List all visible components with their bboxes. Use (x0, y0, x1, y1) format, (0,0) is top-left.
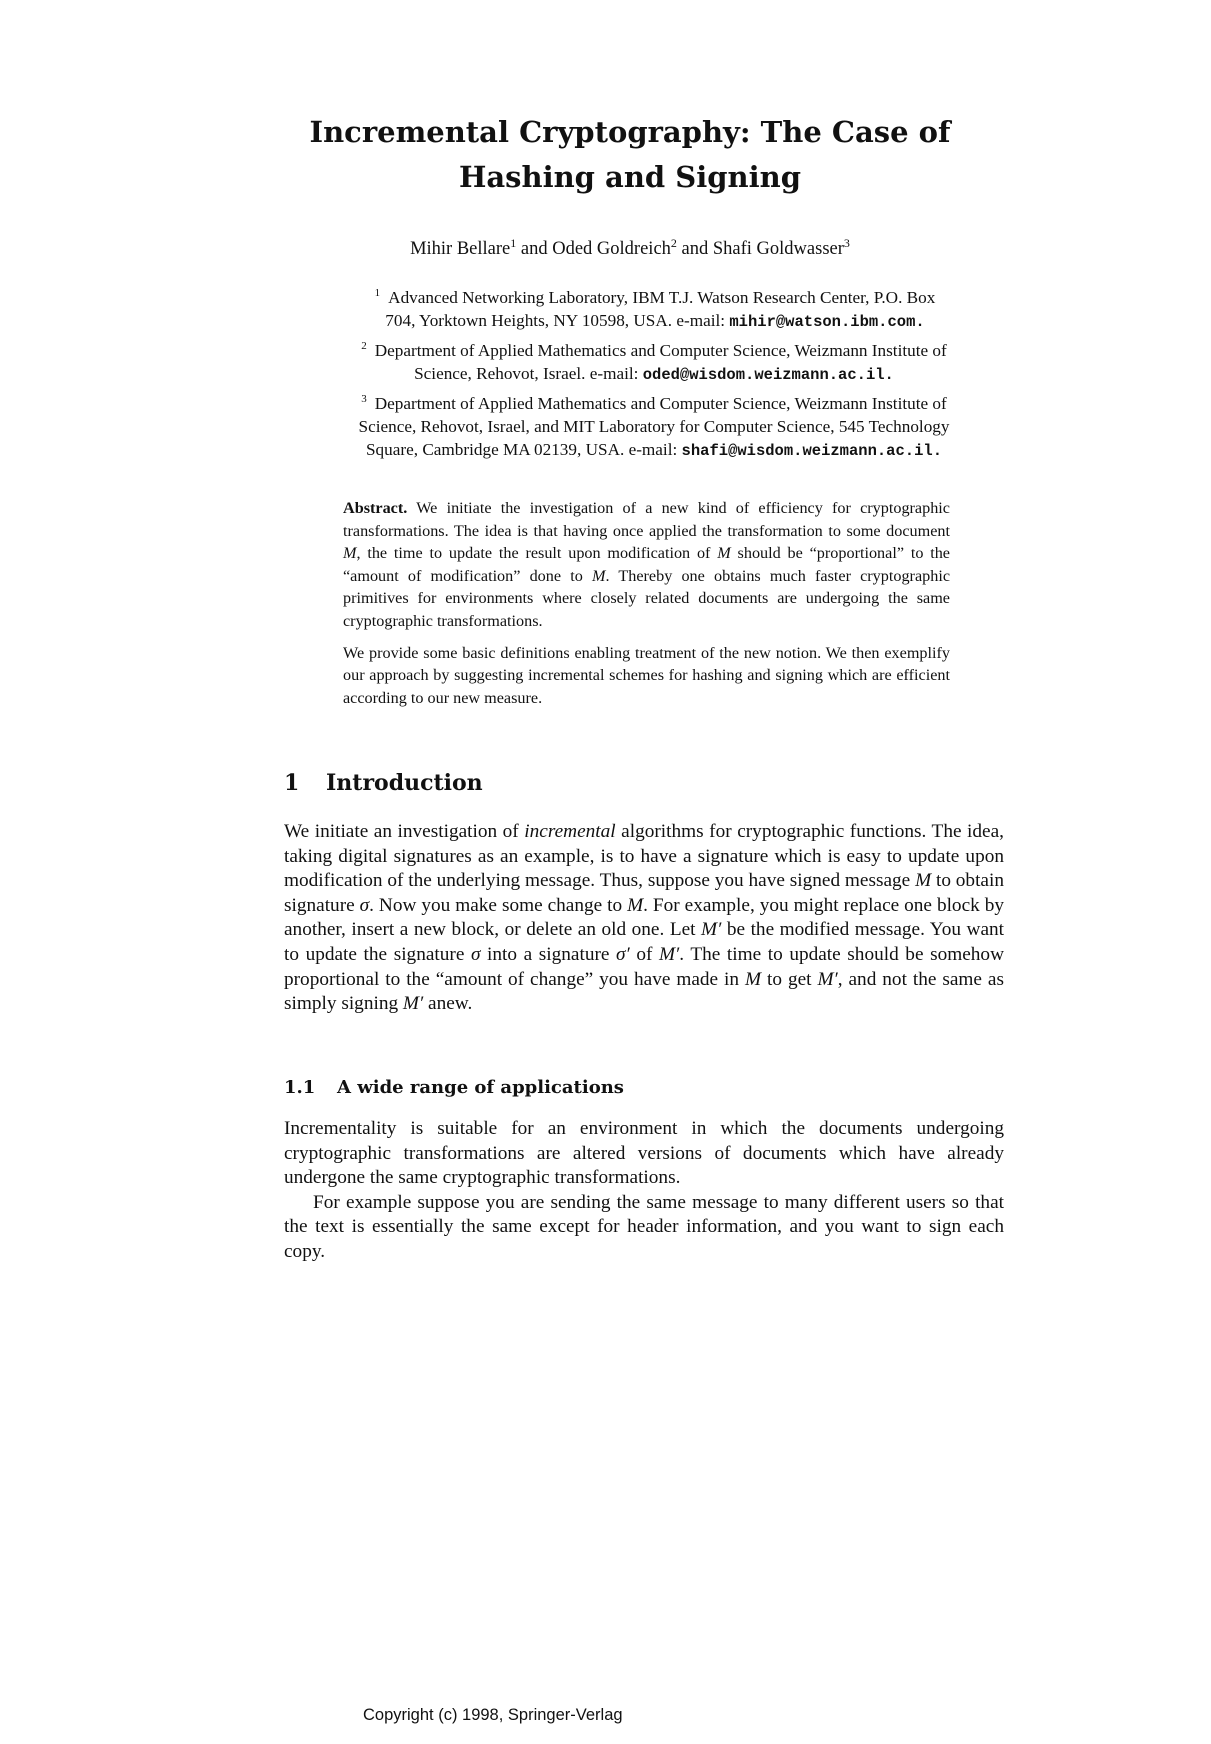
math-symbol: σ′ (616, 943, 630, 965)
subsection-heading-applications (284, 1077, 624, 1098)
author-affiliation-marker: 3 (843, 235, 850, 250)
abstract-paragraph: Abstract. We initiate the investigation of a new kind of efficiency for cryptographic transformations. The idea is that having once applied the transformation to some document M, the time to update the result upon modification of M should be “proportional” to the “amount of modification” done to M. Thereby one obtains much faster cryptographic primitives for environments where closely related documents are undergoing the same cryptographic transformations. (343, 499, 951, 630)
author-affiliation-marker: 1 (510, 235, 517, 250)
affiliation-line: Square, Cambridge MA 02139, USA. e-mail: shafi@wisdom.weizmann.ac.il. (366, 440, 942, 460)
introduction-body (284, 820, 1004, 1017)
email-address: oded@wisdom.weizmann.ac.il. (642, 366, 894, 384)
math-symbol: σ (470, 943, 481, 965)
abstract (343, 497, 950, 709)
math-symbol: M (343, 544, 357, 563)
abstract-paragraph: We provide some basic definitions enabling treatment of the new notion. We then exemplify our approach by suggesting incremental schemes for hashing and signing which are efficient according to our new measure. (343, 643, 950, 707)
math-symbol: M (591, 566, 606, 585)
math-symbol: M′ (817, 968, 838, 990)
section-title: Introduction (326, 770, 483, 796)
affiliation-line: 1 Advanced Networking Laboratory, IBM T.J. Watson Research Center, P.O. Box (374, 287, 936, 307)
email-address: mihir@watson.ibm.com. (729, 313, 925, 331)
affiliation-line: 3 Department of Applied Mathematics and Computer Science, Weizmann Institute of (361, 393, 947, 413)
affiliation-line: Science, Rehovot, Israel, and MIT Laboratory for Computer Science, 545 Technology (358, 417, 950, 436)
body-paragraph: We initiate an investigation of incremental algorithms for cryptographic functions. The idea, taking digital signatures as an example, is to have a signature which is easy to update upon modification of the underlying message. Thus, suppose you have signed message M to obtain signature σ. Now you make some change to M. For example, you might replace one block by another, insert a new block, or delete an old one. Let M′ be the modified message. You want to update the signature σ into a signature σ′ of M′. The time to update should be somehow proportional to the “amount of change” you have made in M to get M′, and not the same as simply signing M′ anew. (284, 821, 1005, 1015)
subsection-title: A wide range of applications (337, 1077, 624, 1098)
author-list (330, 235, 930, 260)
affiliation-line: 704, Yorktown Heights, NY 10598, USA. e-mail: mihir@watson.ibm.com. (385, 311, 925, 331)
math-symbol: M (745, 968, 762, 990)
affiliation-line: 2 Department of Applied Mathematics and Computer Science, Weizmann Institute of (361, 340, 947, 360)
applications-body (284, 1117, 1004, 1265)
section-number: 1 (284, 770, 300, 796)
affiliation-line: Science, Rehovot, Israel. e-mail: oded@wisdom.weizmann.ac.il. (414, 364, 894, 384)
math-symbol: M′ (402, 993, 424, 1015)
math-symbol: M′ (659, 943, 680, 965)
author-separator: and (516, 239, 553, 259)
author-affiliation-marker: 2 (670, 235, 677, 250)
paper-title (300, 110, 960, 200)
author-name: Mihir Bellare (410, 239, 511, 259)
affiliation-1 (295, 286, 1015, 334)
subsection-number: 1.1 (284, 1077, 316, 1098)
author-name: Shafi Goldwasser (712, 239, 844, 259)
body-paragraph: Incrementality is suitable for an environment in which the documents undergoing cryptographic transformations are altered versions of documents which have already undergone the same cryptographic transformations. (284, 1118, 1004, 1189)
abstract-label: Abstract. (343, 499, 408, 517)
emphasis: incremental (524, 821, 616, 842)
math-symbol: σ (359, 894, 370, 916)
author-name: Oded Goldreich (552, 239, 671, 259)
copyright-notice: Copyright (c) 1998, Springer-Verlag (363, 1706, 623, 1724)
math-symbol: M (717, 544, 731, 563)
affiliation-3 (284, 392, 1024, 463)
body-paragraph: For example suppose you are sending the same message to many different users so that the text is essentially the same except for header information, and you want to sign each copy. (284, 1191, 1004, 1262)
title-line-1: Incremental Cryptography: The Case of (309, 115, 951, 149)
math-symbol: M (915, 870, 932, 892)
math-symbol: M (627, 894, 644, 916)
affiliation-2 (284, 339, 1024, 387)
email-address: shafi@wisdom.weizmann.ac.il. (681, 442, 942, 460)
title-line-2: Hashing and Signing (458, 160, 802, 194)
math-symbol: M′ (701, 919, 722, 941)
section-heading-introduction (284, 770, 483, 796)
author-separator: and (676, 239, 713, 259)
